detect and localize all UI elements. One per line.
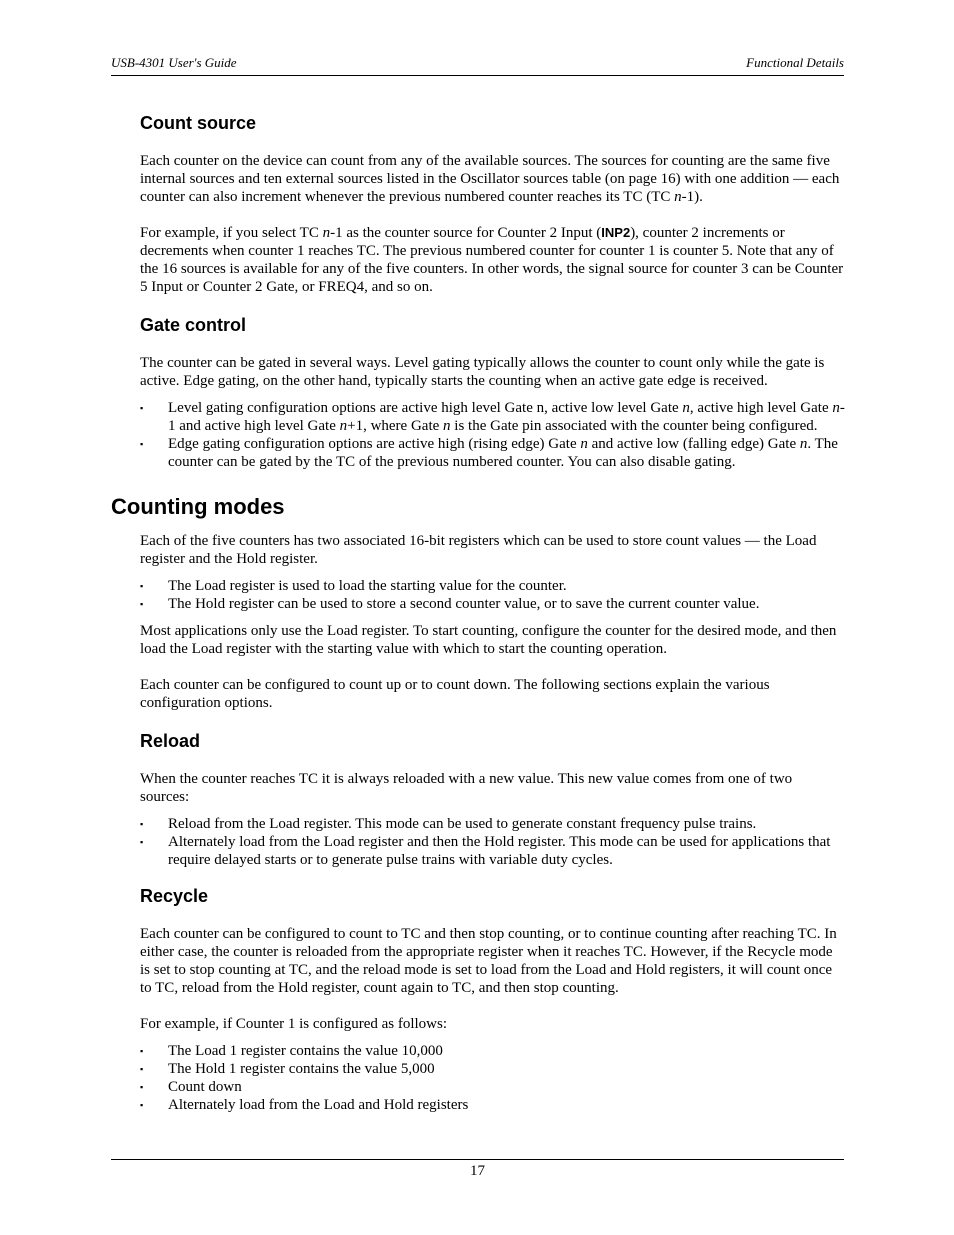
list-item: ▪ Alternately load from the Load and Hold registers — [140, 1097, 469, 1113]
reload-paragraph-1: When the counter reaches TC it is always reloaded with a new value. This new value comes from one of two sources: — [140, 771, 793, 805]
header-doc-title: USB-4301 User's Guide — [111, 55, 237, 70]
heading-gate-control: Gate control — [140, 315, 247, 335]
count-source-paragraph-1: Each counter on the device can count from any of the available sources. The sources for counting are the same five internal sources and ten external sources listed in the Oscillator sources table (on page 16) with one addition — each counter can also increment whenever the previous numbered counter reaches its TC (TC n-1). — [140, 153, 840, 205]
gate-control-paragraph-1: The counter can be gated in several ways. Level gating typically allows the counter to count only while the gate is active. Edge gating, on the other hand, typically starts the counting when an active gate edge is received. — [140, 355, 825, 389]
bullet-icon: ▪ — [140, 599, 144, 609]
list-item: ▪ Reload from the Load register. This mode can be used to generate constant frequency pulse trains. — [140, 816, 757, 832]
recycle-paragraph-1: Each counter can be configured to count to TC and then stop counting, or to continue counting after reaching TC. In either case, the counter is reloaded from the appropriate register when it reaches TC. However, if the Recycle mode is set to stop counting at TC, and the reload mode is set to load from the Load and Hold registers, it will count once to TC, reload from the Hold register, count again to TC, and then stop counting. — [140, 926, 837, 996]
counting-modes-paragraph-1: Each of the five counters has two associated 16-bit registers which can be used to store count values — the Load register and the Hold register. — [140, 533, 817, 567]
bullet-icon: ▪ — [140, 837, 144, 847]
counting-modes-paragraph-3: Each counter can be configured to count up or to count down. The following sections explain the various configuration options. — [140, 677, 770, 711]
list-item: ▪ The Load register is used to load the starting value for the counter. — [140, 578, 567, 594]
reload-list — [140, 815, 845, 869]
list-item: ▪ Level gating configuration options are active high level Gate n, active low level Gate n, active high level Gate n-1 and active high level Gate n+1, where Gate n is the Gate pin associated with the counter being configured. — [140, 400, 845, 434]
list-item: ▪ The Hold register can be used to store a second counter value, or to save the current counter value. — [140, 596, 760, 612]
page-number: 17 — [470, 1163, 485, 1179]
recycle-list — [140, 1042, 845, 1114]
page-header — [111, 55, 844, 76]
header-section-title: Functional Details — [746, 55, 844, 70]
heading-count-source: Count source — [140, 113, 257, 133]
bullet-icon: ▪ — [140, 1046, 144, 1056]
bullet-icon: ▪ — [140, 1064, 144, 1074]
page-content — [111, 112, 845, 1123]
bullet-icon: ▪ — [140, 819, 144, 829]
counting-modes-list — [140, 577, 845, 613]
heading-counting-modes: Counting modes — [111, 494, 285, 519]
bullet-icon: ▪ — [140, 581, 144, 591]
count-source-paragraph-2: For example, if you select TC n-1 as the counter source for Counter 2 Input (INP2), counter 2 increments or decrements when counter 1 reaches TC. The previous numbered counter for counter 1 is counter 5. Note that any of the 16 sources is available for any of the five counters. In other words, the signal source for counter 3 can be Counter 5 Input or Counter 2 Gate, or FREQ4, and so on. — [140, 225, 844, 295]
bullet-icon: ▪ — [140, 1082, 144, 1092]
heading-recycle: Recycle — [140, 886, 209, 906]
signal-name-inp2: INP2 — [601, 225, 631, 240]
counting-modes-paragraph-2: Most applications only use the Load register. To start counting, configure the counter for the desired mode, and then load the Load register with the starting value with which to start the counting operation. — [140, 623, 837, 657]
list-item: ▪ Edge gating configuration options are active high (rising edge) Gate n and active low (falling edge) Gate n. The counter can be gated by the TC of the previous numbered counter. You can also disable gating. — [140, 436, 838, 470]
bullet-icon: ▪ — [140, 1100, 144, 1110]
page-footer — [111, 1159, 844, 1180]
heading-reload: Reload — [140, 731, 201, 751]
list-item: ▪ Count down — [140, 1079, 242, 1095]
list-item: ▪ Alternately load from the Load register and then the Hold register. This mode can be used for applications that require delayed starts or to generate pulse trains with variable duty cycles. — [140, 834, 831, 868]
list-item: ▪ The Hold 1 register contains the value 5,000 — [140, 1061, 435, 1077]
bullet-icon: ▪ — [140, 439, 144, 449]
recycle-paragraph-2: For example, if Counter 1 is configured as follows: — [140, 1016, 448, 1032]
list-item: ▪ The Load 1 register contains the value 10,000 — [140, 1043, 443, 1059]
bullet-icon: ▪ — [140, 403, 144, 413]
gate-control-list — [140, 399, 845, 471]
